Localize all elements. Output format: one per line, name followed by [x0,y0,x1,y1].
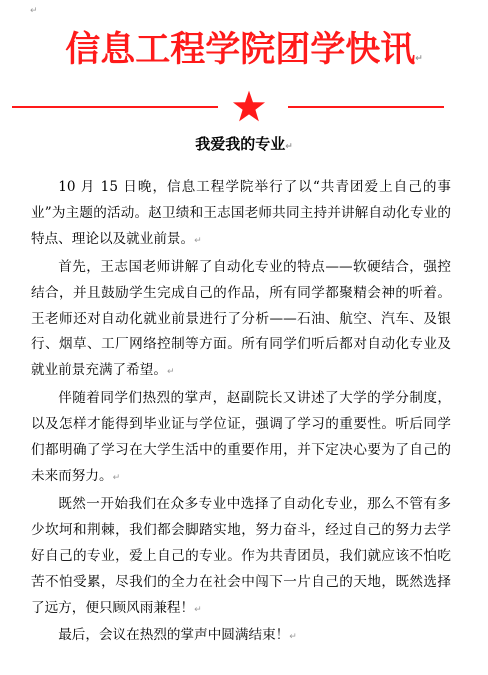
paragraph-text: 最后，会议在热烈的掌声中圆满结束！ [58,627,290,644]
paragraph [31,386,451,492]
paragraph-mark-icon: ↵ [415,54,423,64]
paragraph-text: 伴随着同学们热烈的掌声，赵副院长又讲述了大学的学分制度，以及怎样才能得到毕业证与学位证，强调了学习的重要性。听后同学们都明确了学习在大学生活中的重要作用，并下定决心要为了自己的未来而努力。 [31,390,451,484]
paragraph-mark-icon: ↵ [112,472,121,483]
paragraph-text: 10 月 15 日晚，信息工程学院举行了以“共青团爱上自己的事业”为主题的活动。赵卫绩和王志国老师共同主持并讲解自动化专业的特点、理论以及就业前景。 [31,179,451,247]
paragraph [31,492,451,624]
masthead-divider [12,90,444,120]
paragraph-mark-icon: ↵ [194,604,202,615]
masthead-title [0,28,488,81]
paragraph [31,255,451,387]
paragraph [31,175,451,255]
paragraph [31,623,451,651]
red-star-icon [232,90,266,122]
paragraph-mark-icon: ↵ [289,632,297,643]
article-title [0,133,488,154]
paragraph-mark-icon: ↵ [30,6,38,16]
paragraph-text: 首先，王志国老师讲解了自动化专业的特点——软硬结合，强控结合，并且鼓励学生完成自己的作品，所有同学都聚精会神的听着。王老师还对自动化就业前景进行了分析——石油、航空、汽车、及银行、烟草、工厂网络控制等方面。所有同学们听后都对自动化专业及就业前景充满了希望。 [31,258,451,379]
divider-line-right [288,106,444,108]
paragraph-mark-icon: ↵ [285,142,293,152]
masthead-title-text: 信息工程学院团学快讯 [65,30,416,70]
article-title-text: 我爱我的专业 [195,135,286,153]
divider-line-left [12,106,218,108]
paragraph-mark-icon: ↵ [194,235,202,246]
paragraph-text: 既然一开始我们在众多专业中选择了自动化专业，那么不管有多少坎坷和荆棘，我们都会脚踏实地，努力奋斗，经过自己的努力去学好自己的专业，爱上自己的专业。作为共青团员，我们就应该不怕吃苦不怕受累，尽我们的全力在社会中闯下一片自己的天地，既然选择了远方，便只顾风雨兼程！ [31,495,451,616]
article-body [31,175,451,651]
paragraph-mark-icon: ↵ [166,367,175,378]
